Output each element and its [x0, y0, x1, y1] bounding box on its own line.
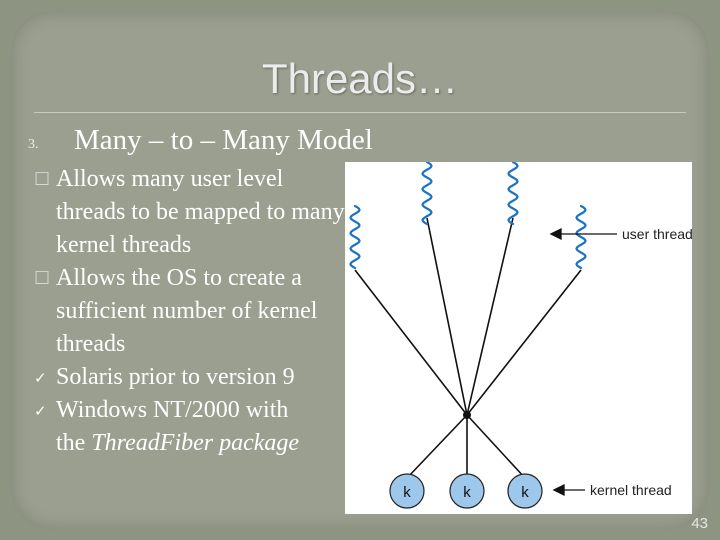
heading-number: 3.	[28, 137, 39, 152]
mapping-lines	[355, 218, 581, 478]
sub-bullet-item	[34, 394, 354, 460]
sub-bullet-item	[34, 361, 354, 394]
bullet-list	[34, 163, 354, 460]
arrowhead-icon	[551, 229, 561, 239]
page-number: 43	[691, 515, 708, 532]
many-to-many-diagram	[345, 162, 692, 514]
mapping-line	[355, 270, 467, 415]
slide-title: Threads…	[261, 55, 459, 102]
user-thread-label: user thread	[622, 226, 692, 242]
user-thread-squiggle	[577, 206, 586, 268]
kernel-node-label: k	[403, 484, 411, 501]
sub-bullet-text: Windows NT/2000 with	[56, 397, 289, 423]
kernel-thread-label: kernel thread	[590, 482, 672, 498]
user-thread-squiggle	[509, 162, 518, 224]
kernel-node-label: k	[521, 484, 529, 501]
checkmark-icon: ✓	[34, 369, 47, 387]
bullet-text: Allows the OS to create a sufficient number of kernel threads	[56, 265, 318, 357]
bullet-item	[34, 262, 354, 361]
mapping-line	[427, 218, 467, 415]
bullet-item	[34, 163, 354, 262]
square-bullet-icon: ☐	[34, 268, 51, 289]
sub-bullet-text-italic: ThreadFiber package	[91, 430, 300, 456]
bullet-text: Allows many user level threads to be mapped to many kernel threads	[56, 166, 345, 258]
kernel-node-label: k	[463, 484, 471, 501]
section-heading: Many – to – Many Model	[74, 124, 373, 156]
mapping-line	[407, 415, 467, 478]
sub-bullet-text-prefix: the	[56, 430, 92, 456]
arrowhead-icon	[554, 485, 564, 495]
kernel-thread-arrow	[554, 485, 585, 495]
title-divider	[34, 112, 686, 113]
mapping-line	[467, 415, 525, 478]
user-thread-squiggle	[351, 206, 360, 268]
checkmark-icon: ✓	[34, 402, 47, 420]
kernel-threads	[390, 474, 542, 508]
multiplexer-node	[463, 411, 471, 419]
sub-bullet-text: Solaris prior to version 9	[56, 364, 295, 390]
user-thread-squiggle	[423, 162, 432, 224]
square-bullet-icon: ☐	[34, 169, 51, 190]
